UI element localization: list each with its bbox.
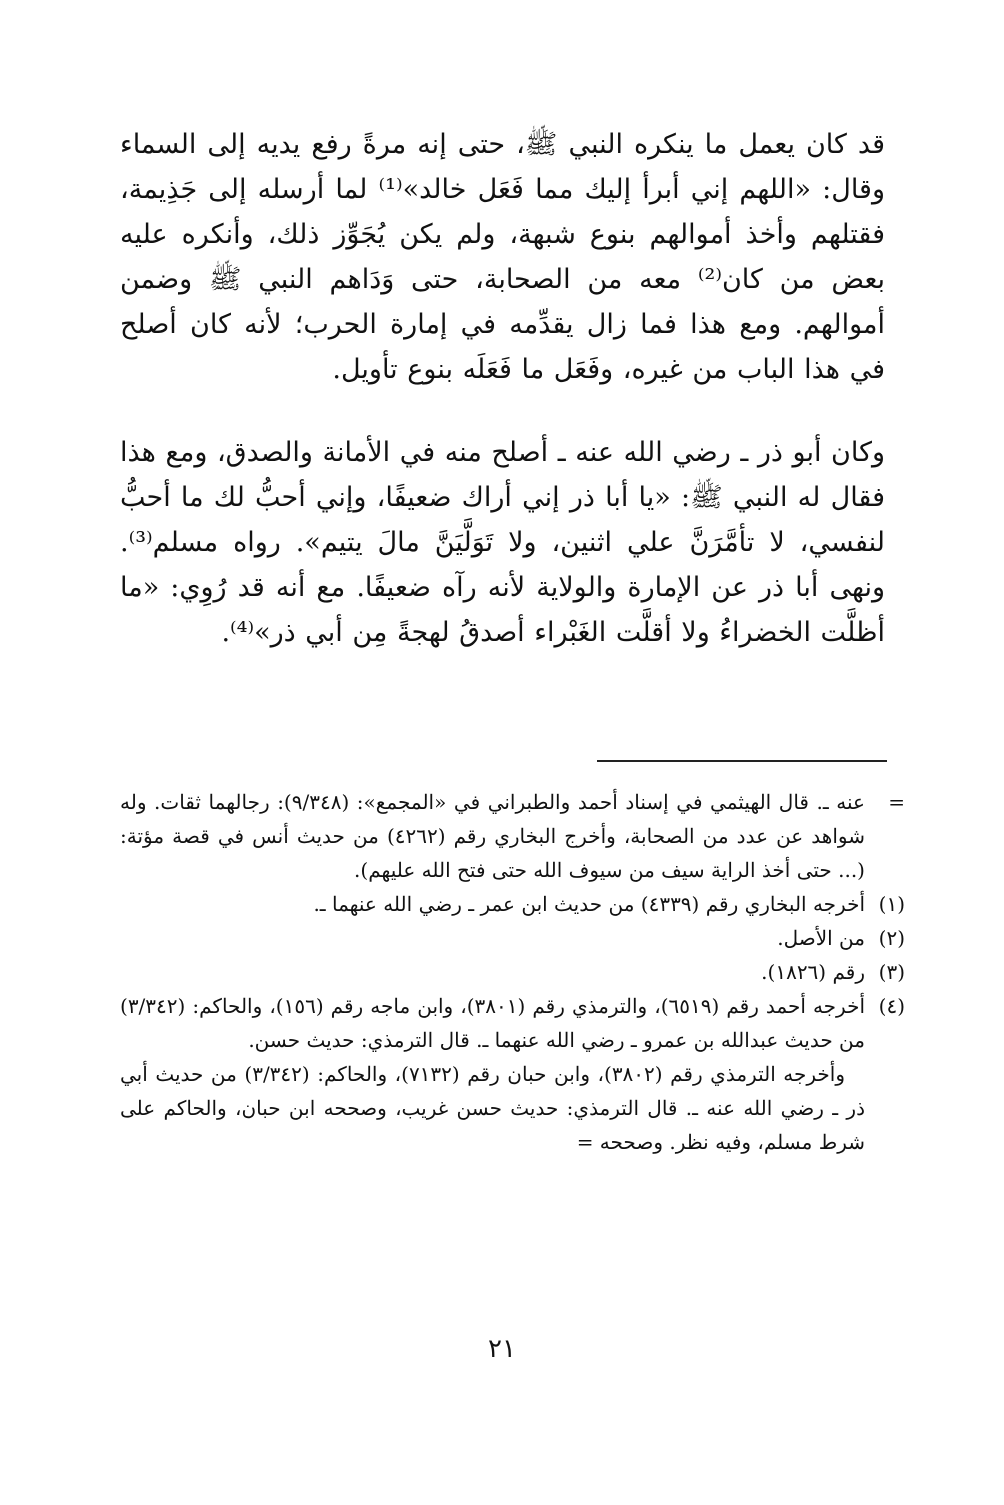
footnote-text: من الأصل. (777, 926, 865, 950)
footnote-text: أخرجه أحمد رقم (٦٥١٩)، والترمذي رقم (٣٨٠١)، وابن ماجه رقم (١٥٦)، والحاكم: (٣/٣٤٢) من حديث عبدالله بن عمرو ـ رضي الله عنهما ـ. قال الترمذي: حديث حسن. (120, 994, 865, 1052)
footnote-divider (597, 760, 887, 762)
footnote-4-continued (120, 1057, 905, 1159)
paragraph-1: قد كان يعمل ما ينكره النبي ﷺ، حتى إنه مرةً رفع يديه إلى السماء وقال: «اللهم إني أبرأ إليك مما فَعَل خالد»⁽¹⁾ لما أرسله إلى جَذِيمة، فقتلهم وأخذ أموالهم بنوع شبهة، ولم يكن يُجَوِّز ذلك، وأنكره عليه بعض من كان⁽²⁾ معه من الصحابة، حتى وَدَاهم النبي ﷺ وضمن أموالهم. ومع هذا فما زال يقدِّمه في إمارة الحرب؛ لأنه كان أصلح في هذا الباب من غيره، وفَعَل ما فَعَلَه بنوع تأويل. (120, 129, 885, 385)
footnote-marker: = (888, 790, 905, 814)
footnote-text: وأخرجه الترمذي رقم (٣٨٠٢)، وابن حبان رقم (٧١٣٢)، والحاكم: (٣/٣٤٢) من حديث أبي ذر ـ رضي الله عنه ـ. قال الترمذي: حديث حسن غريب، وصححه ابن حبان، والحاكم على شرط مسلم، وفيه نظر. وصححه = (120, 1062, 865, 1154)
main-text (120, 122, 885, 655)
footnotes (120, 785, 905, 1159)
footnote-2 (120, 921, 905, 955)
footnote-text: رقم (١٨٢٦). (761, 960, 865, 984)
footnote-marker: (١) (878, 892, 905, 916)
footnote-marker: (٣) (878, 960, 905, 984)
footnote-text: أخرجه البخاري رقم (٤٣٣٩) من حديث ابن عمر ـ رضي الله عنهما ـ. (313, 892, 865, 916)
footnote-1 (120, 887, 905, 921)
footnote-continuation (120, 785, 905, 887)
footnote-4 (120, 989, 905, 1057)
footnote-marker (865, 1057, 905, 1159)
page-number: ٢١ (488, 1334, 516, 1364)
footnote-marker: (٢) (878, 926, 905, 950)
footnote-marker: (٤) (878, 994, 905, 1018)
footnote-3 (120, 955, 905, 989)
paragraph-2: وكان أبو ذر ـ رضي الله عنه ـ أصلح منه في الأمانة والصدق، ومع هذا فقال له النبي ﷺ: «يا أبا ذر إني أراك ضعيفًا، وإني أحبُّ لك ما أحبُّ لنفسي، لا تأمَّرَنَّ علي اثنين، ولا تَوَلَّيَنَّ مالَ يتيم». رواه مسلم⁽³⁾. ونهى أبا ذر عن الإمارة والولاية لأنه رآه ضعيفًا. مع أنه قد رُوِي: «ما أظلَّت الخضراءُ ولا أقلَّت الغَبْراء أصدقُ لهجةً مِن أبي ذر»⁽⁴⁾. (120, 437, 885, 648)
footnote-text: عنه ـ. قال الهيثمي في إسناد أحمد والطبراني في «المجمع»: (٩/٣٤٨): رجالهما ثقات. وله شواهد عن عدد من الصحابة، وأخرج البخاري رقم (٤٢٦٢) من حديث أنس في قصة مؤتة: (... حتى أخذ الراية سيف من سيوف الله حتى فتح الله عليهم). (120, 790, 865, 882)
